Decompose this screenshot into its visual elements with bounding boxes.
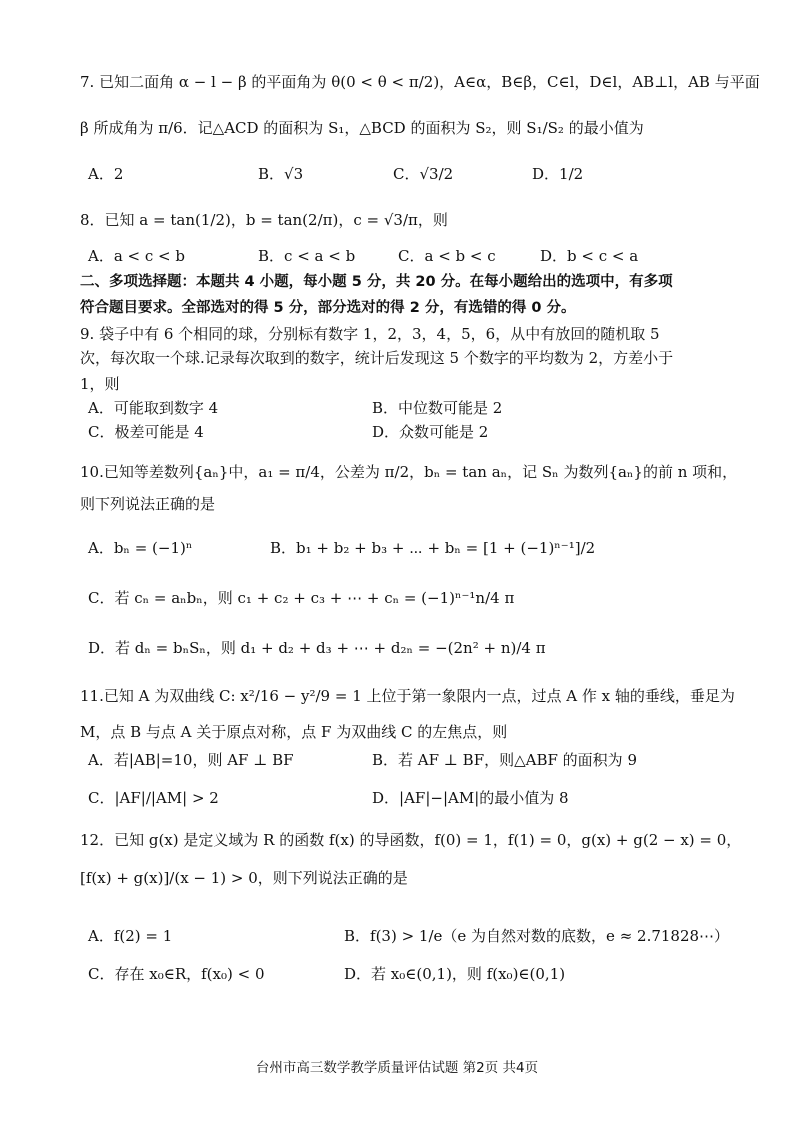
q8-option-d: D．b < c < a — [540, 247, 639, 265]
question-11-line-2: M，点 B 与点 A 关于原点对称，点 F 为双曲线 C 的左焦点，则 — [80, 723, 508, 741]
question-11-line-1: 11.已知 A 为双曲线 C: x²/16 − y²/9 = 1 上位于第一象限内一点，过点 A 作 x 轴的垂线，垂足为 — [80, 687, 735, 705]
question-7-line-2: β 所成角为 π/6．记△ACD 的面积为 S₁，△BCD 的面积为 S₂，则 S₁/S₂ 的最小值为 — [80, 119, 644, 137]
q12-option-c: C．存在 x₀∈R，f(x₀) < 0 — [88, 965, 265, 983]
q12-option-d: D．若 x₀∈(0,1)，则 f(x₀)∈(0,1) — [344, 965, 566, 983]
q9-option-c: C．极差可能是 4 — [88, 423, 204, 441]
question-9-line-1: 9. 袋子中有 6 个相同的球，分别标有数字 1，2，3，4，5，6，从中有放回的随机取 5 — [80, 325, 660, 343]
q7-option-c: C．√3/2 — [393, 165, 454, 183]
page-footer: 台州市高三数学教学质量评估试题 第2页 共4页 — [255, 1060, 539, 1076]
q12-option-a: A．f(2) = 1 — [88, 927, 173, 945]
q10-option-b: B．b₁ + b₂ + b₃ + ⋯ + bₙ = [1 + (−1)ⁿ⁻¹]/2 — [270, 539, 596, 557]
q11-option-b: B．若 AF ⊥ BF，则△ABF 的面积为 9 — [372, 751, 637, 769]
q8-option-b: B．c < a < b — [258, 247, 356, 265]
question-10-line-2: 则下列说法正确的是 — [80, 495, 216, 513]
q8-option-c: C．a < b < c — [398, 247, 496, 265]
q11-option-a: A．若|AB|=10，则 AF ⊥ BF — [88, 751, 294, 769]
question-12-line-1: 12．已知 g(x) 是定义域为 R 的函数 f(x) 的导函数，f(0) = 1，f(1) = 0，g(x) + g(2 − x) = 0， — [80, 831, 742, 849]
q7-option-a: A．2 — [88, 165, 124, 183]
question-9-line-2: 次，每次取一个球.记录每次取到的数字，统计后发现这 5 个数字的平均数为 2，方差小于 — [80, 349, 674, 367]
question-9-line-3: 1，则 — [80, 375, 120, 393]
q10-option-d: D．若 dₙ = bₙSₙ，则 d₁ + d₂ + d₃ + ⋯ + d₂ₙ = −(2n² + n)/4 π — [88, 639, 546, 657]
q9-option-b: B．中位数可能是 2 — [372, 399, 503, 417]
q9-option-a: A．可能取到数字 4 — [88, 399, 219, 417]
question-10-line-1: 10.已知等差数列{aₙ}中，a₁ = π/4，公差为 π/2，bₙ = tan aₙ，记 Sₙ 为数列{aₙ}的前 n 项和， — [80, 463, 738, 481]
q11-option-c: C．|AF|/|AM| > 2 — [88, 789, 219, 807]
q12-option-b: B．f(3) > 1/e（e 为自然对数的底数，e ≈ 2.71828⋯） — [344, 927, 730, 945]
q10-option-a: A．bₙ = (−1)ⁿ — [88, 539, 193, 557]
question-12-line-2: [f(x) + g(x)]/(x − 1) > 0，则下列说法正确的是 — [80, 869, 408, 887]
q9-option-d: D．众数可能是 2 — [372, 423, 489, 441]
section-2-heading-line-1: 二、多项选择题：本题共 4 小题，每小题 5 分，共 20 分。在每小题给出的选项中，有多项 — [80, 274, 673, 290]
section-2-heading-line-2: 符合题目要求。全部选对的得 5 分，部分选对的得 2 分，有选错的得 0 分。 — [80, 300, 576, 316]
question-7-line-1: 7. 已知二面角 α − l − β 的平面角为 θ(0 < θ < π/2)，A∈α，B∈β，C∈l，D∈l，AB⊥l，AB 与平面 — [80, 73, 760, 91]
q11-option-d: D．|AF|−|AM|的最小值为 8 — [372, 789, 569, 807]
q7-option-d: D．1/2 — [532, 165, 584, 183]
question-8-line-1: 8．已知 a = tan(1/2)，b = tan(2/π)，c = √3/π，则 — [80, 211, 448, 229]
q8-option-a: A．a < c < b — [88, 247, 185, 265]
q7-option-b: B．√3 — [258, 165, 304, 183]
q10-option-c: C．若 cₙ = aₙbₙ，则 c₁ + c₂ + c₃ + ⋯ + cₙ = (−1)ⁿ⁻¹n/4 π — [88, 589, 515, 607]
